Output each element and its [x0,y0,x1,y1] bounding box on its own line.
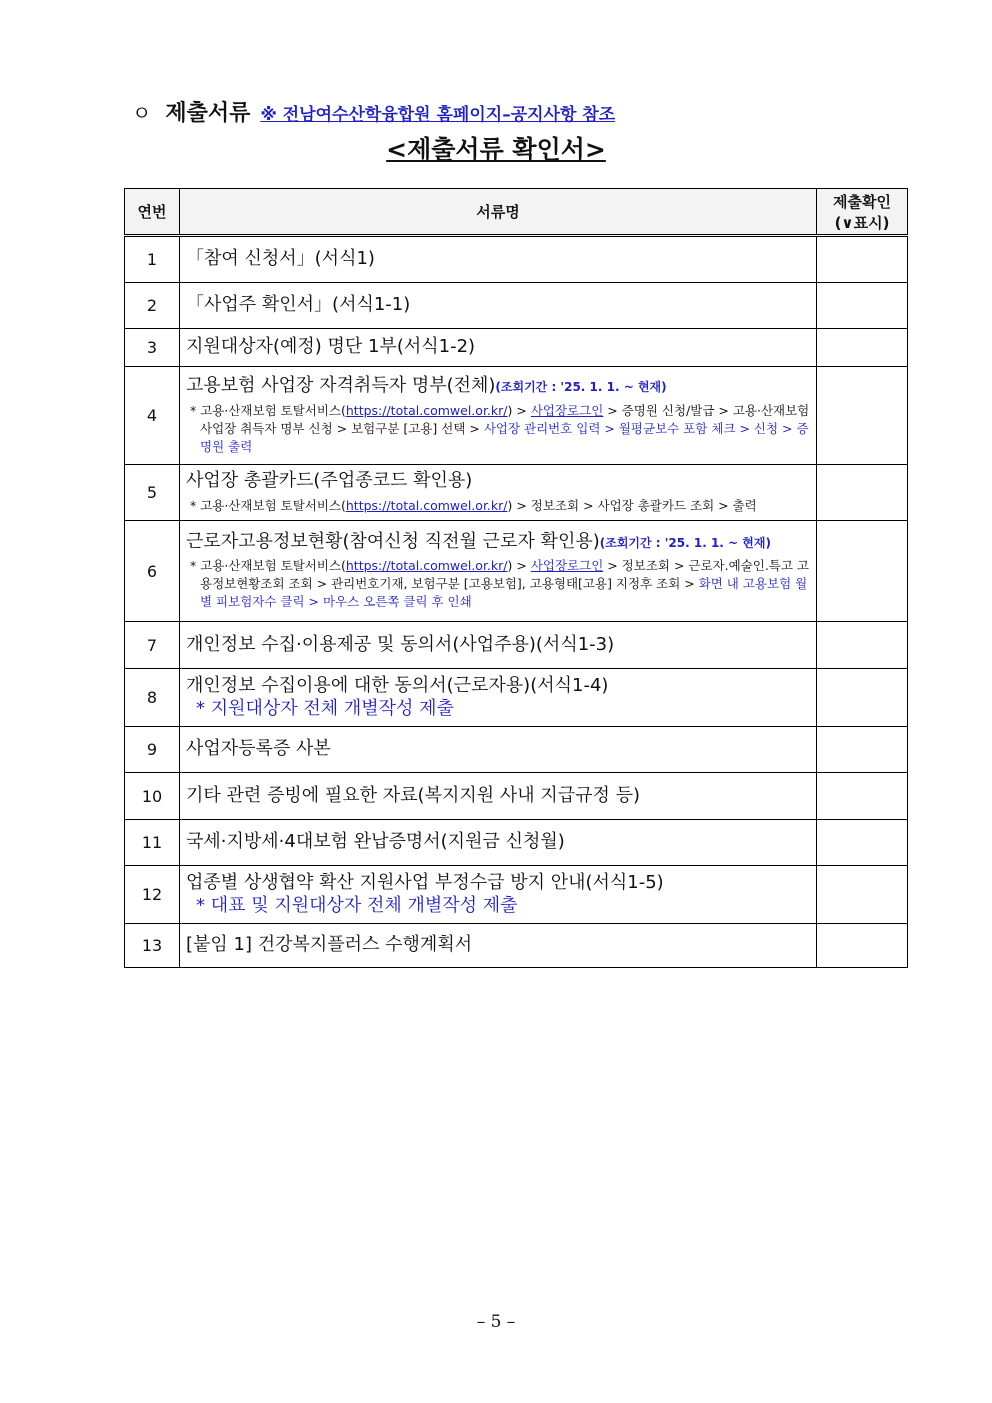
header-check: 제출확인 (∨표시) [817,189,908,236]
row-document-name: 고용보험 사업장 자격취득자 명부(전체)(조회기간 : '25. 1. 1. ~ 현재) * 고용·산재보험 토탈서비스(https://total.comwel.or.kr/) > 사업장로그인 > 증명원 신청/발급 > 고용·산재보험 사업장 취득자 명부 신청 > 보험구분 [고용] 선택 > 사업장 관리번호 입력 > 월평균보수 포함 체크 > 신청 > 증명원 출력 [180,367,817,465]
row-number: 13 [125,924,180,968]
row-check-cell[interactable] [817,669,908,727]
comwel-link[interactable]: https://total.comwel.or.kr/ [345,497,508,513]
row-document-name: 사업장 총괄카드(주업종코드 확인용) * 고용·산재보험 토탈서비스(https://total.comwel.or.kr/) > 정보조회 > 사업장 총괄카드 조회 > 출력 [180,465,817,521]
row-document-name: 개인정보 수집이용에 대한 동의서(근로자용)(서식1-4) * 지원대상자 전체 개별작성 제출 [180,669,817,727]
heading-label: 제출서류 [165,101,251,126]
table-row [125,283,908,329]
table-row [125,367,908,465]
submission-checklist-table [124,188,908,968]
row-check-cell[interactable] [817,773,908,820]
row-number: 7 [125,622,180,669]
table-row [125,773,908,820]
row-instructions: * 고용·산재보험 토탈서비스(https://total.comwel.or.kr/) > 정보조회 > 사업장 총괄카드 조회 > 출력 [190,497,757,513]
row-check-cell[interactable] [817,820,908,866]
header-number: 연번 [125,189,180,236]
row-document-name: 「사업주 확인서」(서식1-1) [180,283,817,329]
query-period: (조회기간 : '25. 1. 1. ~ 현재) [495,380,667,395]
row-document-name: 지원대상자(예정) 명단 1부(서식1-2) [180,329,817,367]
comwel-link[interactable]: https://total.comwel.or.kr/ [345,402,508,418]
row-check-cell[interactable] [817,283,908,329]
table-row [125,465,908,521]
row-check-cell[interactable] [817,236,908,283]
row-instructions: * 고용·산재보험 토탈서비스(https://total.comwel.or.kr/) > 사업장로그인 > 정보조회 > 근로자.예술인.특고 고용정보현황조회 조회 > 관리번호기재, 보험구분 [고용보험], 고용형태[고용] 지정후 조회 > 화면 내 고용보험 월별 피보험자수 클릭 > 마우스 오른쪽 클릭 후 인쇄 [190,558,810,610]
row-document-name: 사업자등록증 사본 [180,727,817,773]
table-row [125,622,908,669]
business-login-link[interactable]: 사업장로그인 [530,558,604,574]
row-document-name: 「참여 신청서」(서식1) [180,236,817,283]
table-row [125,521,908,622]
table-row [125,820,908,866]
document-title: <제출서류 확인서> [386,135,606,164]
row-document-name: [붙임 1] 건강복지플러스 수행계획서 [180,924,817,968]
row-check-cell[interactable] [817,622,908,669]
comwel-link[interactable]: https://total.comwel.or.kr/ [345,558,508,574]
row-number: 4 [125,367,180,465]
row-number: 8 [125,669,180,727]
row-check-cell[interactable] [817,465,908,521]
row-number: 5 [125,465,180,521]
table-row [125,727,908,773]
row-note: * 지원대상자 전체 개별작성 제출 [196,697,454,719]
table-header-row [125,189,908,236]
table-row [125,329,908,367]
row-document-name: 기타 관련 증빙에 필요한 자료(복지지원 사내 지급규정 등) [180,773,817,820]
table-row [125,866,908,924]
row-number: 10 [125,773,180,820]
query-period: (조회기간 : '25. 1. 1. ~ 현재) [599,535,771,550]
row-number: 1 [125,236,180,283]
row-number: 9 [125,727,180,773]
row-document-name: 국세·지방세·4대보험 완납증명서(지원금 신청월) [180,820,817,866]
row-check-cell[interactable] [817,329,908,367]
business-login-link[interactable]: 사업장로그인 [530,402,604,418]
row-number: 2 [125,283,180,329]
row-document-name: 근로자고용정보현황(참여신청 직전월 근로자 확인용)(조회기간 : '25. 1. 1. ~ 현재) * 고용·산재보험 토탈서비스(https://total.comwel.or.kr/) > 사업장로그인 > 정보조회 > 근로자.예술인.특고 고용정보현황조회 조회 > 관리번호기재, 보험구분 [고용보험], 고용형태[고용] 지정후 조회 > 화면 내 고용보험 월별 피보험자수 클릭 > 마우스 오른쪽 클릭 후 인쇄 [180,521,817,622]
row-number: 12 [125,866,180,924]
row-number: 3 [125,329,180,367]
row-instructions: * 고용·산재보험 토탈서비스(https://total.comwel.or.kr/) > 사업장로그인 > 증명원 신청/발급 > 고용·산재보험 사업장 취득자 명부 신청 > 보험구분 [고용] 선택 > 사업장 관리번호 입력 > 월평균보수 포함 체크 > 신청 > 증명원 출력 [190,402,810,454]
row-document-name: 개인정보 수집·이용제공 및 동의서(사업주용)(서식1-3) [180,622,817,669]
row-number: 6 [125,521,180,622]
row-check-cell[interactable] [817,727,908,773]
section-heading [132,96,615,127]
row-note: * 대표 및 지원대상자 전체 개별작성 제출 [196,894,518,916]
heading-note: ※ 전남여수산학융합원 홈페이지–공지사항 참조 [260,105,616,125]
table-row [125,669,908,727]
row-check-cell[interactable] [817,367,908,465]
heading-bullet: ㅇ [132,101,152,125]
table-row [125,236,908,283]
page-number: – 5 – [476,1312,516,1332]
table-row [125,924,908,968]
row-check-cell[interactable] [817,866,908,924]
row-number: 11 [125,820,180,866]
header-document-name: 서류명 [180,189,817,236]
row-document-name: 업종별 상생협약 확산 지원사업 부정수급 방지 안내(서식1-5) * 대표 및 지원대상자 전체 개별작성 제출 [180,866,817,924]
row-check-cell[interactable] [817,521,908,622]
row-check-cell[interactable] [817,924,908,968]
